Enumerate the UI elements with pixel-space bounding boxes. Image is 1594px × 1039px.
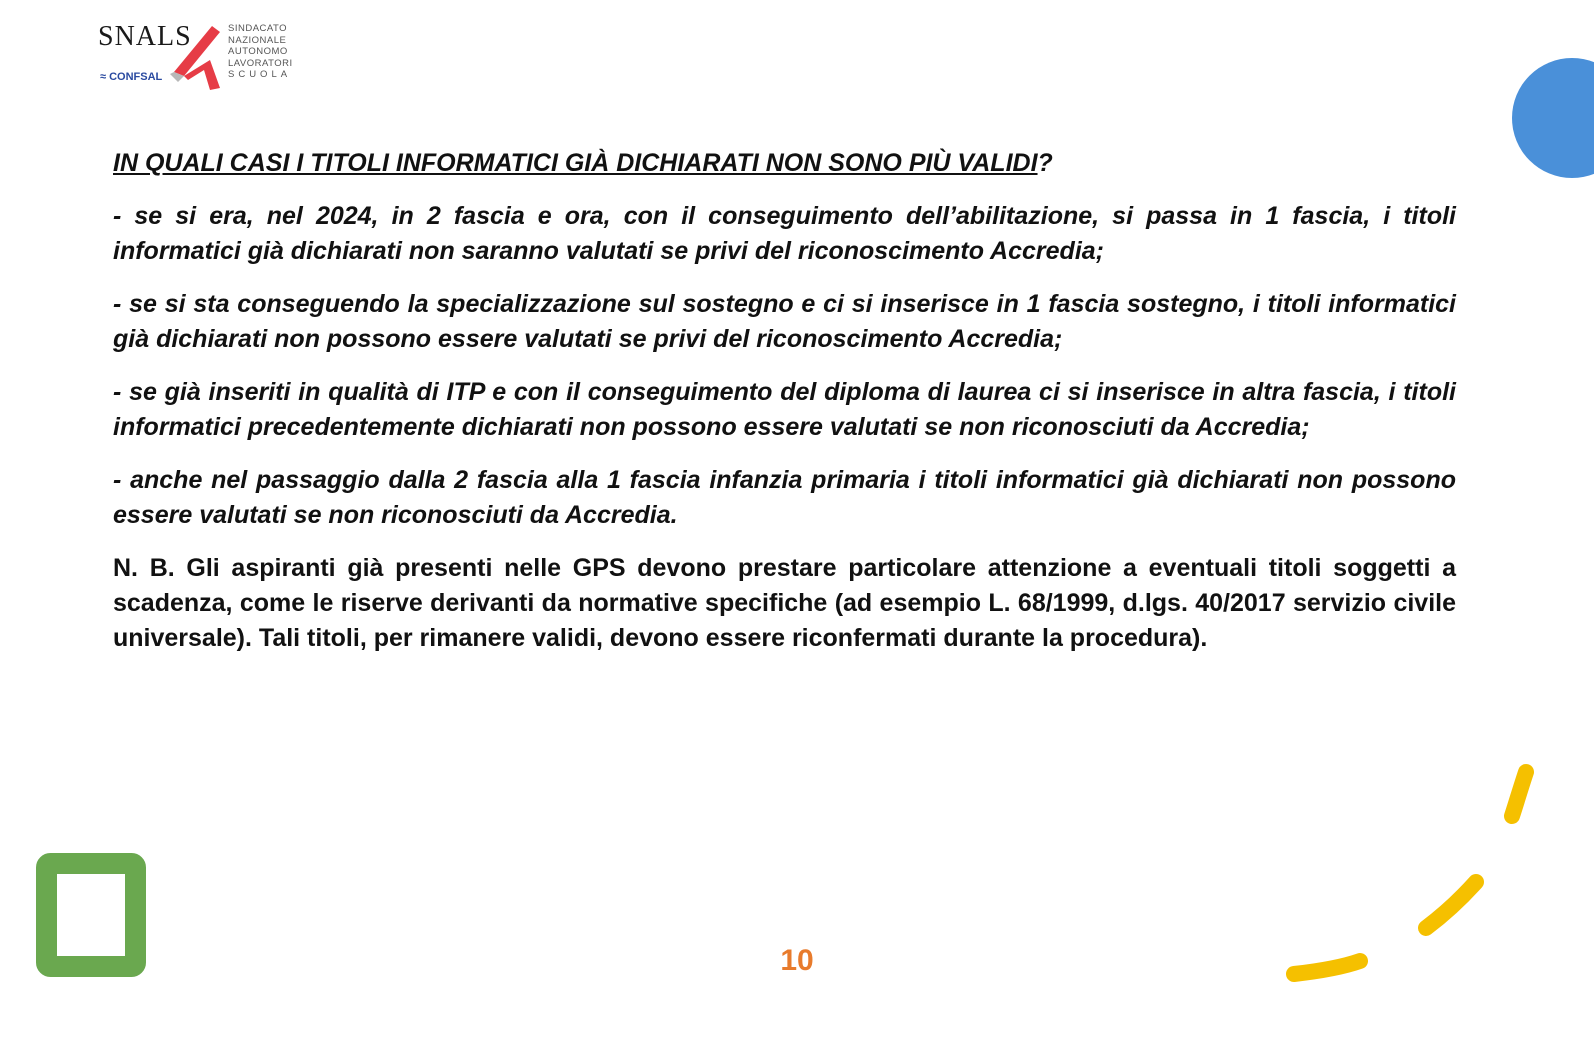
logo-words [228,23,293,81]
slide-content [113,146,1456,674]
blue-circle-decoration [1510,58,1594,180]
bullet-paragraph: - se già inseriti in qualità di ITP e con il conseguimento del diploma di laurea ci si inserisce in altra fascia, i titoli informatici precedentemente dichiarati non possono essere valutati se non riconosciuti da Accredia; [113,378,1456,441]
logo-word: AUTONOMO [228,46,288,58]
slide-title-text: IN QUALI CASI I TITOLI INFORMATICI GIÀ DICHIARATI NON SONO PIÙ VALIDI [113,149,1038,177]
bullet-paragraph: - se si sta conseguendo la specializzazione sul sostegno e ci si inserisce in 1 fascia sostegno, i titoli informatici già dichiarati non possono essere valutati se privi del riconoscimento Accredia; [113,290,1456,353]
slide-title [113,146,1456,181]
logo-word: NAZIONALE [228,34,287,46]
bullet-paragraph: - se si era, nel 2024, in 2 fascia e ora, con il conseguimento dell’abilitazione, si passa in 1 fascia, i titoli informatici già dichiarati non saranno valutati se privi del riconoscimento Accredia; [113,202,1456,265]
logo-mark-icon [170,24,226,90]
snals-logo [98,20,308,95]
page-number: 10 [780,944,814,977]
logo-word: SCUOLA [228,69,292,81]
slide-title-suffix: ? [1037,149,1053,177]
note-paragraph: N. B. Gli aspiranti già presenti nelle GPS devono prestare particolare attenzione a eventuali titoli soggetti a scadenza, come le riserve derivanti da normative specifiche (ad esempio L. 68/1999, d.lgs. 40/2017 servizio civile universale). Tali titoli, per rimanere validi, devono essere riconfermati durante la procedura). [113,554,1456,652]
logo-word: LAVORATORI [228,57,293,69]
bullet-paragraph: - anche nel passaggio dalla 2 fascia alla 1 fascia infanzia primaria i titoli informatici già dichiarati non possono essere valutati se non riconosciuti da Accredia. [113,466,1456,529]
logo-acronym: SNALS [98,21,192,52]
logo-confsal [100,70,162,84]
logo-word: SINDACATO [228,23,288,34]
logo-confederation: CONFSAL [109,71,163,83]
confsal-icon: ≈ [100,71,107,83]
